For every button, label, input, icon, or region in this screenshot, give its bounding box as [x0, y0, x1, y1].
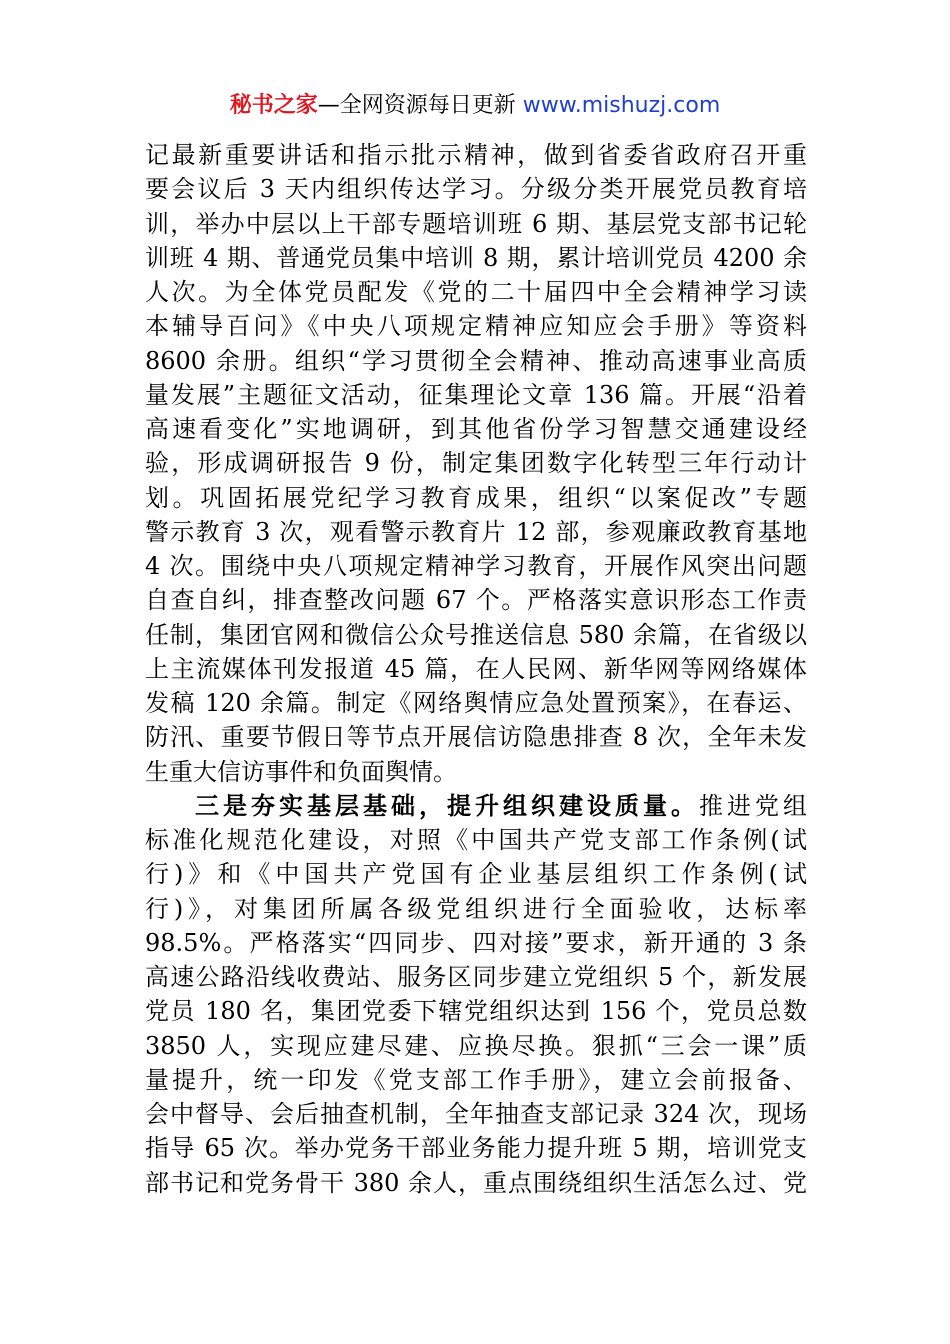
text-line: 要会议后 3 天内组织传达学习。分级分类开展党员教育培 — [145, 175, 807, 204]
text-line: 98.5%。严格落实“四同步、四对接”要求，新开通的 3 条 — [145, 928, 807, 957]
header-url-link[interactable]: www.mishuzj.com — [522, 93, 721, 118]
paragraph-lead-line — [145, 789, 807, 823]
paragraph-lead-rest: 推进党组 — [699, 791, 807, 820]
text-line: 4 次。围绕中央八项规定精神学习教育，开展作风突出问题 — [145, 552, 807, 580]
text-line: 指导 65 次。举办党务干部业务能力提升班 5 期，培训党支 — [145, 1134, 807, 1163]
text-line: 防汛、重要节假日等节点开展信访隐患排查 8 次，全年未发 — [145, 723, 807, 752]
text-line: 会中督导、会后抽查机制，全年抽查支部记录 324 次，现场 — [145, 1100, 807, 1128]
text-line: 上主流媒体刊发报道 45 篇，在人民网、新华网等网络媒体 — [145, 654, 807, 683]
header-brand: 秘书之家 — [229, 93, 318, 118]
text-line: 划。巩固拓展党纪学习教育成果，组织“以案促改”专题 — [145, 483, 807, 512]
text-line: 验，形成调研报告 9 份，制定集团数字化转型三年行动计 — [145, 449, 807, 478]
text-line: 任制，集团官网和微信公众号推送信息 580 余篇，在省级以 — [145, 620, 807, 649]
text-line: 3850 人，实现应建尽建、应换尽换。狠抓“三会一课”质 — [145, 1031, 807, 1060]
text-line: 标准化规范化建设，对照《中国共产党支部工作条例(试 — [145, 826, 807, 854]
text-line: 自查自纠，排查整改问题 67 个。严格落实意识形态工作责 — [145, 586, 807, 615]
text-line: 高速看变化”实地调研，到其他省份学习智慧交通建设经 — [145, 415, 807, 443]
text-line: 部书记和党务骨干 380 余人，重点围绕组织生活怎么过、党 — [145, 1168, 807, 1197]
paragraph-lead-heading: 三是夯实基层基础，提升组织建设质量。 — [195, 790, 699, 820]
text-line: 高速公路沿线收费站、服务区同步建立党组织 5 个，新发展 — [145, 963, 807, 991]
text-line: 训班 4 期、普通党员集中培训 8 期，累计培训党员 4200 余 — [145, 243, 807, 272]
document-body — [145, 138, 807, 1200]
header-tagline: —全网资源每日更新 — [317, 93, 516, 118]
text-line: 训，举办中层以上干部专题培训班 6 期、基层党支部书记轮 — [145, 209, 807, 238]
text-line: 人次。为全体党员配发《党的二十届四中全会精神学习读 — [145, 278, 807, 306]
text-line: 8600 余册。组织“学习贯彻全会精神、推动高速事业高质 — [145, 346, 807, 375]
text-line: 记最新重要讲话和指示批示精神，做到省委省政府召开重 — [145, 141, 807, 169]
text-line: 党员 180 名，集团党委下辖党组织达到 156 个，党员总数 — [145, 997, 807, 1026]
text-line: 发稿 120 余篇。制定《网络舆情应急处置预案》，在春运、 — [145, 689, 807, 717]
text-line: 本辅导百问》《中央八项规定精神应知应会手册》等资料 — [145, 312, 807, 341]
text-line: 行)》，对集团所属各级党组织进行全面验收，达标率 — [145, 894, 807, 923]
text-line: 生重大信访事件和负面舆情。 — [145, 757, 457, 786]
text-line: 行)》和《中国共产党国有企业基层组织工作条例(试 — [145, 860, 807, 889]
text-line: 量提升，统一印发《党支部工作手册》，建立会前报备、 — [145, 1065, 807, 1094]
page-header — [0, 86, 950, 126]
text-line: 警示教育 3 次，观看警示教育片 12 部，参观廉政教育基地 — [145, 517, 807, 546]
text-line: 量发展”主题征文活动，征集理论文章 136 篇。开展“沿着 — [145, 380, 807, 409]
